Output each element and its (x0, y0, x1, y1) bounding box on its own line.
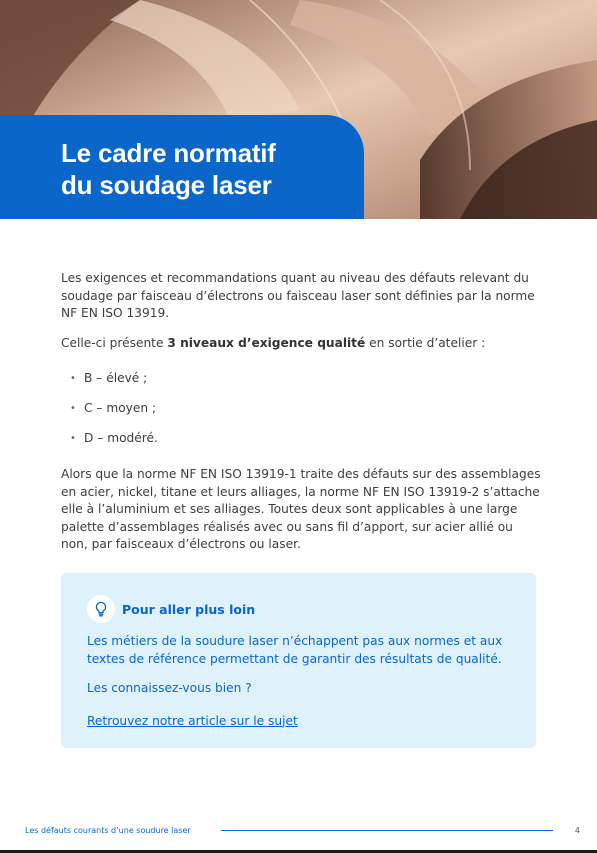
further-reading-callout (61, 573, 536, 748)
body-paragraph: Alors que la norme NF EN ISO 13919-1 traite des défauts sur des assemblages en acier, nickel, titane et leurs alliages, la norme NF EN ISO 13919-2 s’attache elle à l’aluminium et ses alliages. Toutes deux sont applicables à une large palette d’assemblages réalisés avec ou sans fil d’apport, sur acier allié ou non, par faisceaux d’électrons ou laser. (61, 467, 541, 551)
page-footer (25, 823, 580, 837)
title-banner (0, 115, 364, 219)
list-item: • C – moyen ; (70, 394, 541, 424)
intro-paragraph: Les exigences et recommandations quant au niveau des défauts relevant du soudage par faisceau d’électrons ou faisceau laser sont définies par la norme NF EN ISO 13919. (61, 271, 535, 320)
page-title: Le cadre normatif du soudage laser (61, 138, 276, 200)
footer-divider (221, 830, 553, 831)
levels-list (70, 364, 541, 454)
bullet-icon: • (70, 373, 76, 385)
callout-text: Les métiers de la soudure laser n’échappent pas aux normes et aux textes de référence permettant de garantir des résultats de qualité. (87, 634, 503, 666)
levels-sentence: Celle-ci présente 3 niveaux d’exigence qualité en sortie d’atelier : (61, 335, 486, 350)
main-content (61, 270, 541, 566)
article-link[interactable]: Retrouvez notre article sur le sujet (87, 713, 298, 728)
callout-title: Pour aller plus loin (122, 601, 256, 617)
callout-header (87, 595, 510, 623)
callout-question: Les connaissez-vous bien ? (87, 681, 252, 695)
page-number: 4 (574, 825, 580, 835)
list-item: • B – élevé ; (70, 364, 541, 394)
footer-title: Les défauts courants d’une soudure laser (25, 825, 191, 835)
list-item: • D – modéré. (70, 424, 541, 454)
lightbulb-icon (87, 595, 115, 623)
bullet-icon: • (70, 433, 76, 445)
bullet-icon: • (70, 403, 76, 415)
